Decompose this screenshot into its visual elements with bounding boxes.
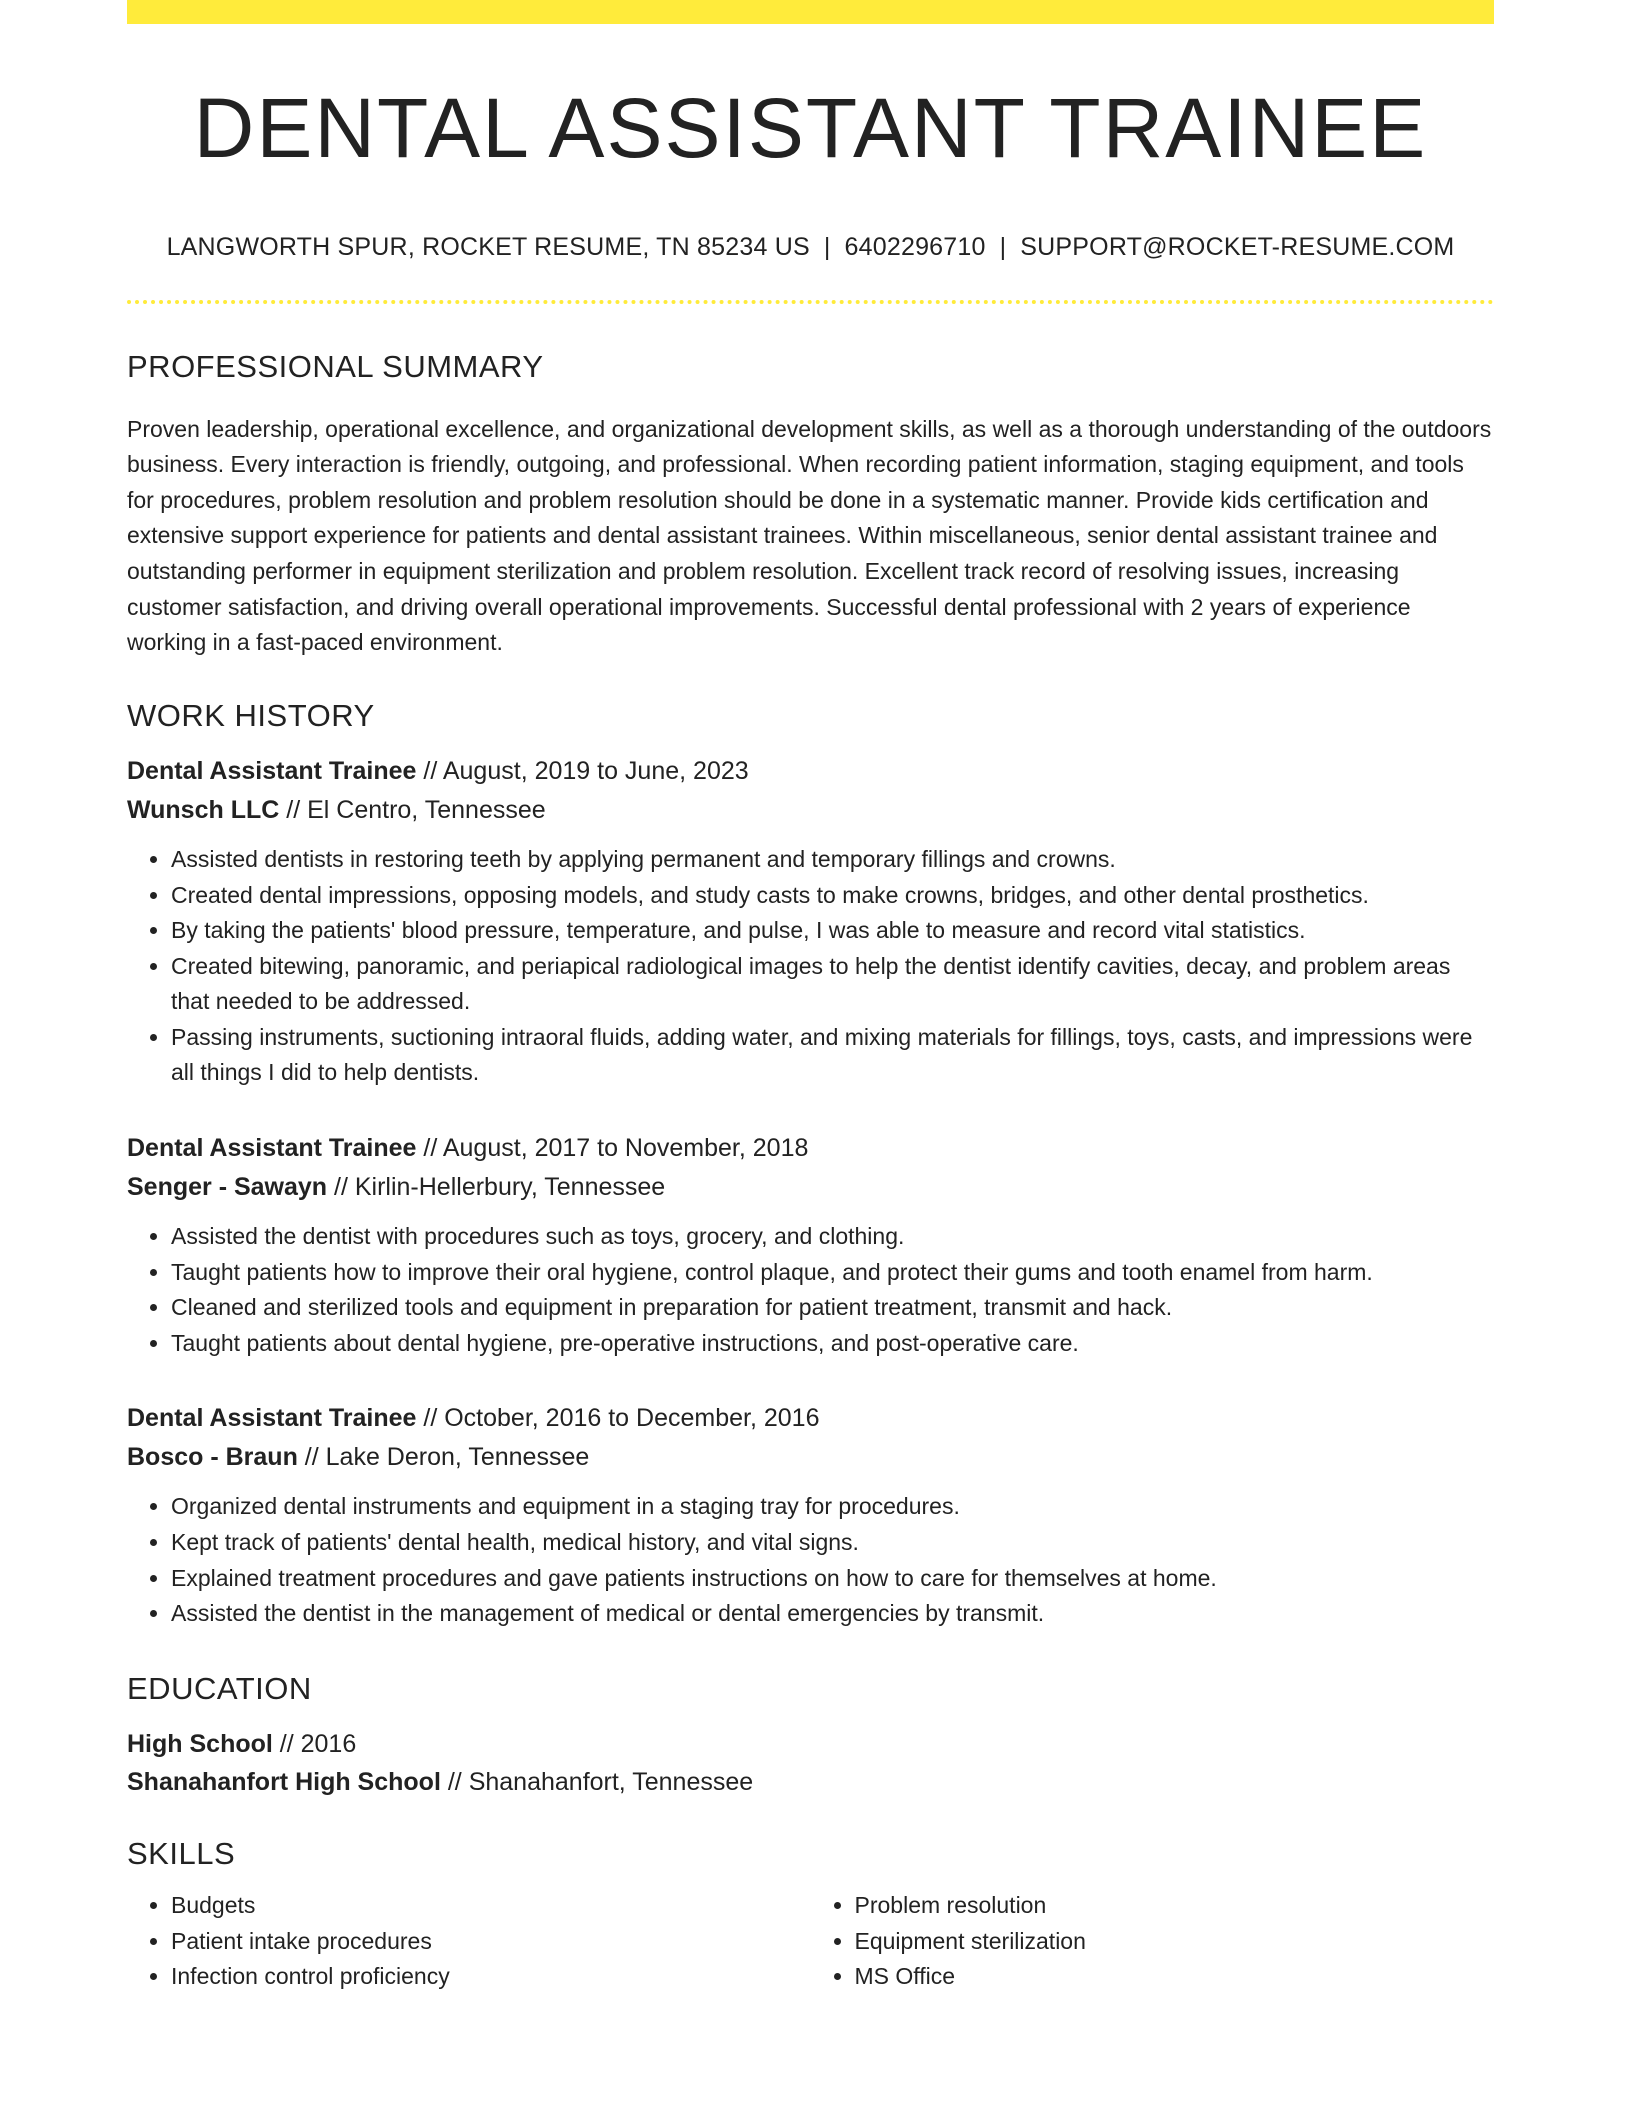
skills-heading: SKILLS [127, 1836, 236, 1872]
education-heading: EDUCATION [127, 1670, 312, 1706]
job-bullet: • Assisted the dentist in the management of medical or dental emergencies by transmit. [171, 1596, 1494, 1632]
job-title-line [127, 752, 1494, 791]
job-entry [127, 752, 1494, 1091]
dotted-divider [127, 300, 1494, 304]
job-bullet: • Created dental impressions, opposing models, and study casts to make crowns, bridges, and other dental prosthetics. [171, 878, 1494, 914]
skill-item: • Infection control proficiency [171, 1959, 811, 1995]
job-entry [127, 1129, 1494, 1361]
job-bullet: • Created bitewing, panoramic, and periapical radiological images to help the dentist identify cavities, decay, and problem areas that needed to be addressed. [171, 949, 1494, 1020]
education-school: Shanahanfort High School [127, 1768, 441, 1797]
education-location: // Shanahanfort, Tennessee [440, 1768, 754, 1797]
job-role: Dental Assistant Trainee [127, 1404, 417, 1433]
candidate-name: DENTAL ASSISTANT TRAINEE [193, 81, 1428, 175]
job-role: Dental Assistant Trainee [127, 1134, 417, 1163]
job-bullets [127, 1489, 1494, 1631]
job-bullet: • Assisted the dentist with procedures such as toys, grocery, and clothing. [171, 1219, 1494, 1255]
job-bullet: • Taught patients how to improve their oral hygiene, control plaque, and protect their gums and tooth enamel from harm. [171, 1255, 1494, 1291]
job-title-line [127, 1129, 1494, 1168]
contact-line [127, 232, 1494, 262]
contact-address: LANGWORTH SPUR, ROCKET RESUME, TN 85234 US [166, 233, 810, 262]
job-bullet: • Cleaned and sterilized tools and equipment in preparation for patient treatment, transmit and hack. [171, 1290, 1494, 1326]
job-dates: // August, 2019 to June, 2023 [416, 756, 749, 785]
job-role: Dental Assistant Trainee [127, 756, 417, 785]
job-dates: // October, 2016 to December, 2016 [416, 1404, 820, 1433]
job-bullet: • Passing instruments, suctioning intraoral fluids, adding water, and mixing materials for fillings, toys, casts, and impressions were all things I did to help dentists. [171, 1020, 1494, 1091]
job-company-line [127, 1168, 1494, 1207]
job-bullet: • By taking the patients' blood pressure, temperature, and pulse, I was able to measure and record vital statistics. [171, 913, 1494, 949]
job-company: Senger - Sawayn [127, 1173, 328, 1202]
education-entry [127, 1725, 1494, 1801]
skill-item: • Patient intake procedures [171, 1924, 811, 1960]
job-company-line [127, 1438, 1494, 1477]
skills-column-left [127, 1888, 811, 1995]
contact-separator: | [999, 233, 1007, 262]
job-bullets [127, 842, 1494, 1091]
education-school-line [127, 1763, 1494, 1801]
summary-text: Proven leadership, operational excellence, and organizational development skills, as well as a thorough understanding of the outdoors business. Every interaction is friendly, outgoing, and professional. When recording patient information, staging equipment, and tools for procedures, problem resolution and problem resolution should be done in a systematic manner. Provide kids certification and extensive support experience for patients and dental assistant trainees. Within miscellaneous, senior dental assistant trainee and outstanding performer in equipment sterilization and problem resolution. Excellent track record of resolving issues, increasing customer satisfaction, and driving overall operational improvements. Successful dental professional with 2 years of experience working in a fast-paced environment. [127, 415, 1492, 656]
job-location: // Lake Deron, Tennessee [297, 1443, 590, 1472]
job-entry [127, 1399, 1494, 1631]
job-location: // Kirlin-Hellerbury, Tennessee [327, 1173, 666, 1202]
job-bullet: • Taught patients about dental hygiene, pre-operative instructions, and post-operative care. [171, 1326, 1494, 1362]
skills-list [127, 1888, 1494, 1995]
education-degree-line [127, 1725, 1494, 1763]
resume-content [127, 24, 1494, 1995]
job-title-line [127, 1399, 1494, 1438]
work-history-heading: WORK HISTORY [127, 697, 375, 733]
contact-email: SUPPORT@ROCKET-RESUME.COM [1020, 233, 1455, 262]
skill-item: • Equipment sterilization [855, 1924, 1495, 1960]
job-company-line [127, 791, 1494, 830]
skill-item: • Problem resolution [855, 1888, 1495, 1924]
job-bullet: • Assisted dentists in restoring teeth by applying permanent and temporary fillings and crowns. [171, 842, 1494, 878]
job-bullet: • Kept track of patients' dental health, medical history, and vital signs. [171, 1525, 1494, 1561]
job-dates: // August, 2017 to November, 2018 [416, 1134, 809, 1163]
job-company: Bosco - Braun [127, 1443, 298, 1472]
summary-heading: PROFESSIONAL SUMMARY [127, 349, 544, 385]
education-year: // 2016 [272, 1730, 357, 1759]
job-location: // El Centro, Tennessee [279, 795, 546, 824]
skill-item: • Budgets [171, 1888, 811, 1924]
contact-separator: | [823, 233, 831, 262]
skills-column-right [811, 1888, 1495, 1995]
job-bullet: • Organized dental instruments and equipment in a staging tray for procedures. [171, 1489, 1494, 1525]
job-bullets [127, 1219, 1494, 1361]
skill-item: • MS Office [855, 1959, 1495, 1995]
education-degree: High School [127, 1730, 273, 1759]
job-company: Wunsch LLC [127, 795, 280, 824]
accent-bar [127, 0, 1494, 24]
contact-phone: 6402296710 [844, 233, 986, 262]
job-bullet: • Explained treatment procedures and gave patients instructions on how to care for themselves at home. [171, 1561, 1494, 1597]
